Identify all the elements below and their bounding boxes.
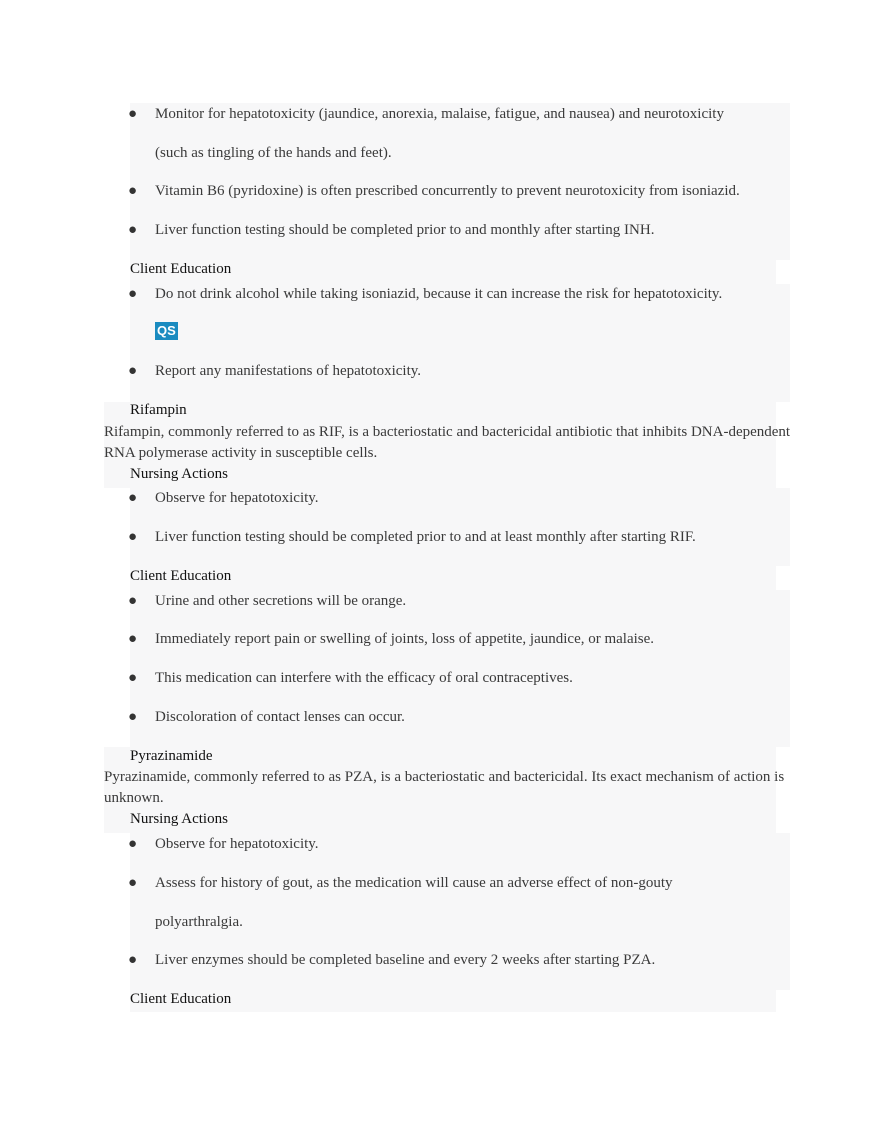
drug-title: Rifampin — [130, 402, 187, 418]
list-item: Liver function testing should be completed prior to and monthly after starting INH. — [155, 222, 655, 238]
list-item: Liver function testing should be completed prior to and at least monthly after starting RIF. — [155, 529, 696, 545]
section-heading: Nursing Actions — [130, 811, 228, 827]
list-item: Vitamin B6 (pyridoxine) is often prescribed concurrently to prevent neurotoxicity from isoniazid. — [155, 183, 740, 199]
list-item: Discoloration of contact lenses can occur. — [155, 709, 405, 725]
section-heading: Client Education — [130, 568, 232, 584]
section-heading: Client Education — [130, 991, 232, 1007]
bullet-icon: ● — [128, 529, 138, 545]
list-item: Assess for history of gout, as the medication will cause an adverse effect of non-gouty — [155, 875, 673, 891]
bullet-icon: ● — [128, 490, 138, 506]
bullet-icon: ● — [128, 875, 138, 891]
bullet-icon: ● — [128, 836, 138, 852]
list-item: Monitor for hepatotoxicity (jaundice, anorexia, malaise, fatigue, and nausea) and neurotoxicity — [155, 106, 724, 122]
bullet-icon: ● — [128, 709, 138, 725]
bullet-icon: ● — [128, 286, 138, 302]
list-item-continuation: polyarthralgia. — [155, 914, 243, 930]
bullet-icon: ● — [128, 593, 138, 609]
bullet-icon: ● — [128, 183, 138, 199]
bullet-icon: ● — [128, 106, 138, 122]
list-item: Observe for hepatotoxicity. — [155, 490, 319, 506]
list-item-continuation: (such as tingling of the hands and feet). — [155, 145, 392, 161]
bullet-icon: ● — [128, 363, 138, 379]
list-item: Liver enzymes should be completed baseline and every 2 weeks after starting PZA. — [155, 952, 656, 968]
bullet-icon: ● — [128, 670, 138, 686]
section-heading: Client Education — [130, 261, 232, 277]
list-item: Immediately report pain or swelling of joints, loss of appetite, jaundice, or malaise. — [155, 631, 655, 647]
bullet-icon: ● — [128, 631, 138, 647]
drug-description: Rifampin, commonly referred to as RIF, is a bacteriostatic and bactericidal antibiotic that inhibits DNA-dependent RNA polymerase activity in susceptible cells. — [104, 424, 791, 461]
list-item: Report any manifestations of hepatotoxicity. — [155, 363, 422, 379]
list-item: Observe for hepatotoxicity. — [155, 836, 319, 852]
bullet-icon: ● — [128, 222, 138, 238]
qs-badge[interactable]: QS — [157, 323, 176, 338]
section-heading: Nursing Actions — [130, 466, 228, 482]
list-item: Urine and other secretions will be orange. — [155, 593, 407, 609]
drug-description: Pyrazinamide, commonly referred to as PZA, is a bacteriostatic and bactericidal. Its exact mechanism of action is unknown. — [104, 769, 785, 806]
list-item: This medication can interfere with the efficacy of oral contraceptives. — [155, 670, 573, 686]
list-item: Do not drink alcohol while taking isoniazid, because it can increase the risk for hepatotoxicity. — [155, 286, 723, 302]
bullet-icon: ● — [128, 952, 138, 968]
drug-title: Pyrazinamide — [130, 748, 213, 764]
